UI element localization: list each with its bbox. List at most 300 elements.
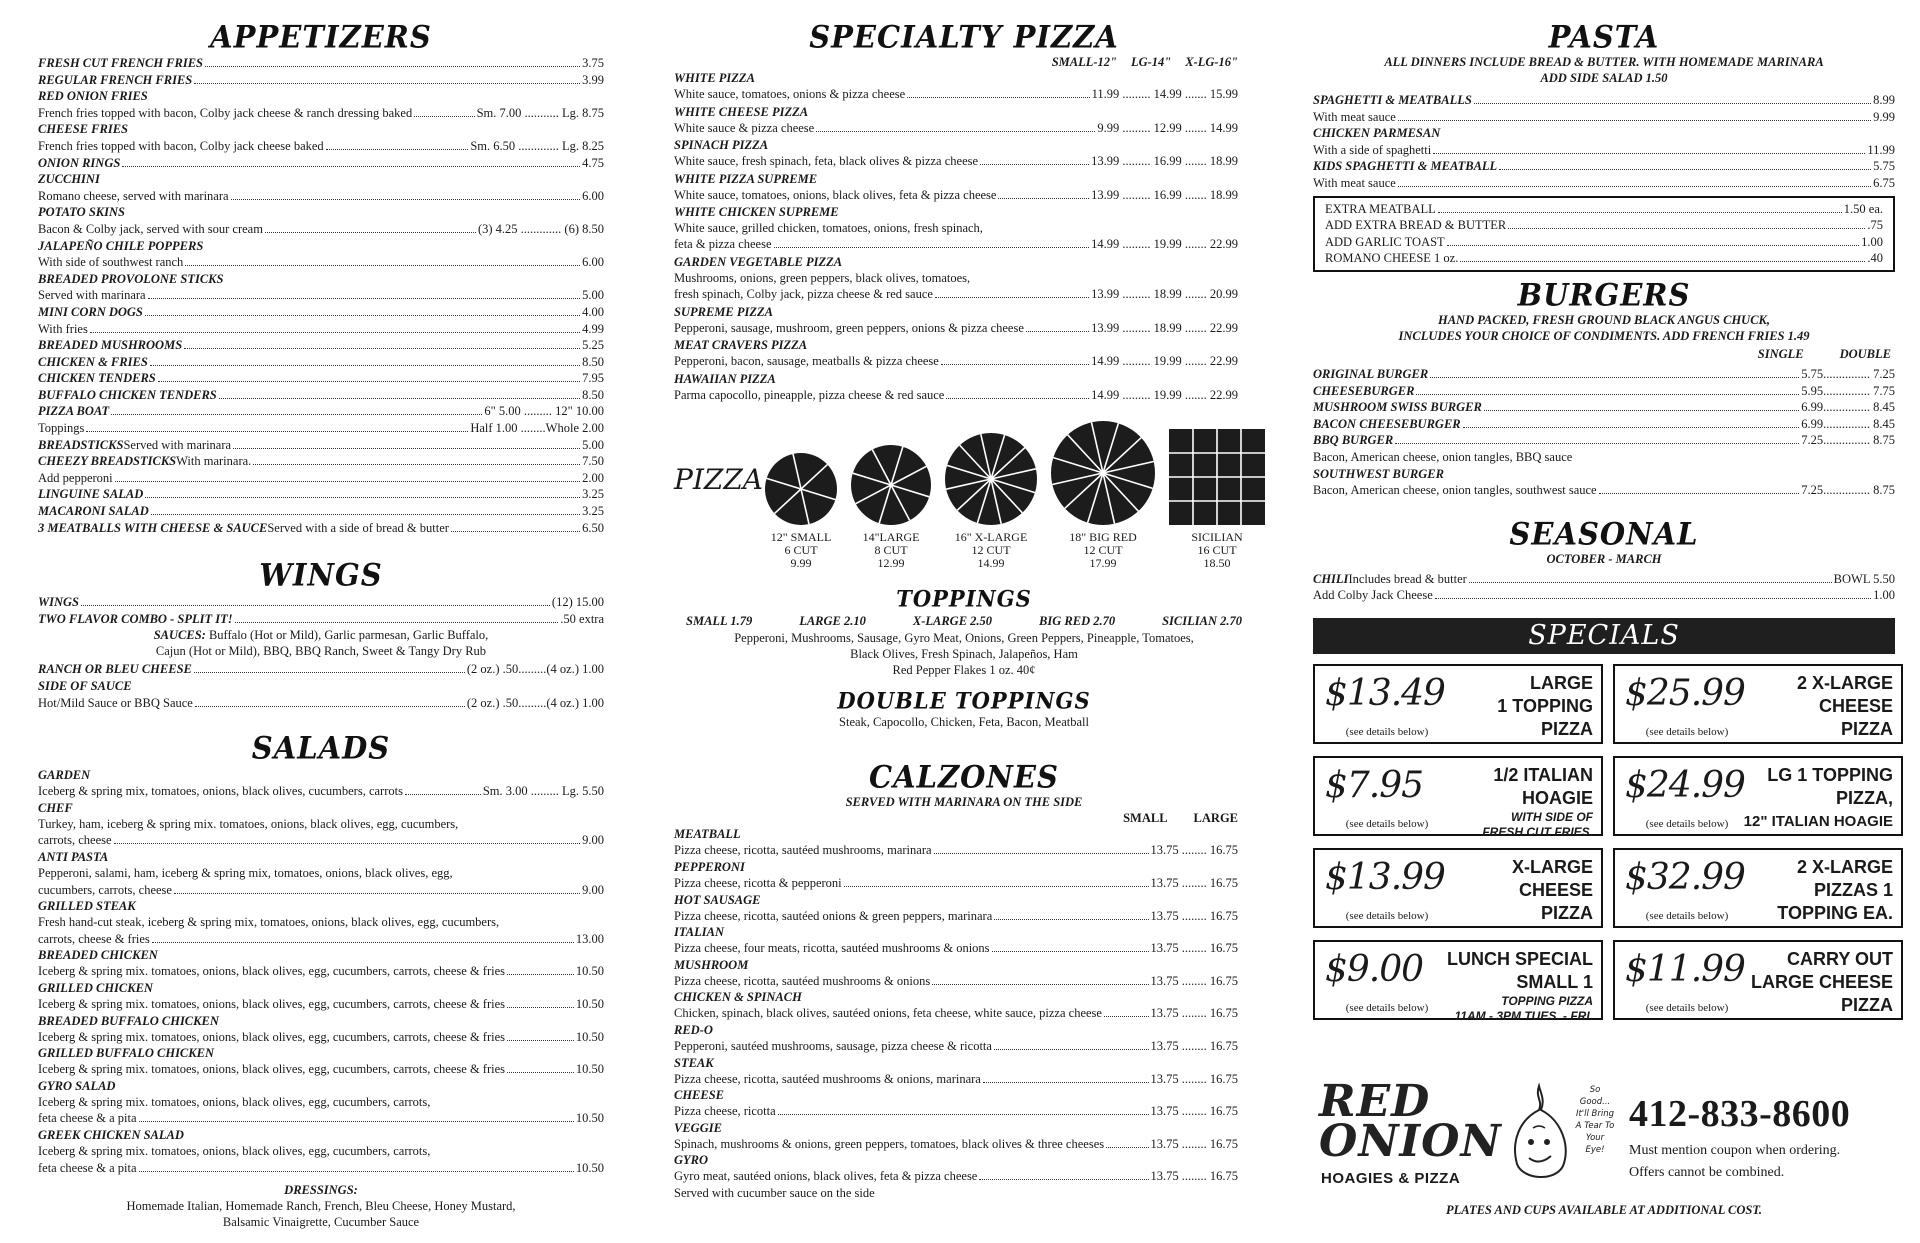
appetizer-item xyxy=(38,72,604,89)
burgers-list xyxy=(1313,366,1895,499)
specialty-pizza-prices: 14.99 ......... 19.99 ....... 22.99 xyxy=(1091,387,1238,402)
calzone-prices: 13.75 ........ 16.75 xyxy=(1150,1038,1238,1053)
appetizer-desc: Served with a side of bread & butter xyxy=(267,520,449,535)
dot-leader xyxy=(145,497,580,498)
appetizer-desc: Served with marinara xyxy=(123,437,232,452)
seasonal-item xyxy=(1313,571,1895,588)
specialty-pizza-prices: 13.99 ......... 18.99 ....... 22.99 xyxy=(1091,320,1238,335)
dot-leader xyxy=(326,149,469,150)
burger-single-header: SINGLE xyxy=(1757,346,1804,361)
pasta-addon xyxy=(1325,250,1883,267)
specialty-pizza-name: HAWAIIAN PIZZA xyxy=(674,371,776,386)
calzone-desc-line xyxy=(674,1136,1238,1153)
appetizer-price: 6.00 xyxy=(582,188,604,203)
pasta-addon-label: EXTRA MEATBALL xyxy=(1325,201,1436,216)
dot-leader xyxy=(1433,153,1865,154)
calzone-desc-line xyxy=(674,875,1238,892)
special-description xyxy=(1447,948,1593,1024)
pasta-sub-1: ALL DINNERS INCLUDE BREAD & BUTTER. WITH HOMEMADE MARINARA xyxy=(1384,55,1824,69)
toppings-line-2: Black Olives, Fresh Spinach, Jalapeños, Ham xyxy=(850,647,1078,662)
burger-price: 6.99............... 8.45 xyxy=(1801,416,1895,431)
right-column xyxy=(1313,0,1895,1217)
appetizer-name: POTATO SKINS xyxy=(38,205,125,220)
dressings-line-2: Balsamic Vinaigrette, Cucumber Sauce xyxy=(222,1215,420,1230)
pizza-size-price: 17.99 xyxy=(1089,556,1117,571)
burgers-sub-2: INCLUDES YOUR CHOICE OF CONDIMENTS. ADD FRENCH FRIES 1.49 xyxy=(1398,328,1810,343)
specialty-pizza-desc-line xyxy=(674,320,1238,337)
appetizer-price: Half 1.00 ........Whole 2.00 xyxy=(470,421,604,436)
special-box xyxy=(1613,940,1903,1020)
appetizer-name: BUFFALO CHICKEN TENDERS xyxy=(38,387,217,402)
wing-item xyxy=(38,611,604,628)
special-details-note: (see details below) xyxy=(1645,725,1729,738)
appetizer-price: 8.50 xyxy=(582,354,604,369)
appetizer-item xyxy=(38,287,604,304)
special-price: $13.49 xyxy=(1325,672,1445,714)
pasta-item xyxy=(1313,158,1895,175)
appetizer-price: 5.00 xyxy=(582,288,604,303)
calzone-desc-line xyxy=(674,842,1238,859)
dot-leader xyxy=(934,853,1149,854)
appetizer-price: 8.50 xyxy=(582,387,604,402)
specialty-pizza-desc-line xyxy=(674,236,1238,253)
calzone-desc: Pizza cheese, ricotta, sautéed mushrooms, marinara xyxy=(674,843,932,858)
pasta-item xyxy=(1313,109,1895,126)
dot-leader xyxy=(184,348,580,349)
dot-leader xyxy=(994,919,1148,920)
appetizer-name: REGULAR FRENCH FRIES xyxy=(38,72,193,87)
salad-desc: Iceberg & spring mix. tomatoes, onions, black olives, egg, cucumbers, carrots, cheese & fries xyxy=(38,964,505,979)
topping-price: SICILIAN 2.70 xyxy=(1162,614,1242,629)
sauces-line-2: Cajun (Hot or Mild), BBQ, BBQ Ranch, Sweet & Tangy Dry Rub xyxy=(155,644,487,659)
pizza-size-label: 14"LARGE xyxy=(862,530,920,545)
topping-price: SMALL 1.79 xyxy=(686,614,753,629)
gyro-note: Served with cucumber sauce on the side xyxy=(674,1185,875,1200)
dot-leader xyxy=(980,164,1089,165)
specialty-pizza-desc-line xyxy=(674,387,1238,404)
special-line-2: PIZZAS 1 xyxy=(1813,879,1893,900)
dot-leader xyxy=(998,198,1089,199)
dot-leader xyxy=(1026,331,1089,332)
toppings-title: TOPPINGS xyxy=(896,585,1032,612)
specialty-pizza-desc: fresh spinach, Colby jack, pizza cheese & red sauce xyxy=(674,286,933,301)
appetizer-item xyxy=(38,105,604,122)
specialty-pizza-prices: 13.99 ......... 16.99 ....... 18.99 xyxy=(1091,187,1238,202)
appetizer-price: 3.25 xyxy=(582,504,604,519)
appetizer-price: 5.00 xyxy=(582,437,604,452)
special-line-2: 1 TOPPING xyxy=(1497,695,1593,716)
specialty-pizza-desc-line xyxy=(674,120,1238,137)
pizza-size-label: 12" SMALL xyxy=(770,530,832,545)
pasta-sub-2: ADD SIDE SALAD 1.50 xyxy=(1540,71,1668,85)
salad-desc-line xyxy=(38,914,604,931)
appetizer-name: LINGUINE SALAD xyxy=(38,487,144,502)
toppings-line-1: Pepperoni, Mushrooms, Sausage, Gyro Meat, Onions, Green Peppers, Pineapple, Tomatoes, xyxy=(734,631,1194,646)
appetizer-price: 6.50 xyxy=(582,520,604,535)
specialty-pizza-item xyxy=(674,337,1238,370)
specialty-pizza-prices: 13.99 ......... 18.99 ....... 20.99 xyxy=(1091,286,1238,301)
calzone-desc-line xyxy=(674,1103,1238,1120)
specialty-pizza-name: WHITE CHICKEN SUPREME xyxy=(674,205,839,220)
dot-leader xyxy=(148,298,581,299)
dot-leader xyxy=(152,942,574,943)
toppings-list xyxy=(674,630,1254,678)
dot-leader xyxy=(1435,598,1871,599)
special-line-2: PIZZA, xyxy=(1836,787,1893,808)
burger-item xyxy=(1313,449,1895,466)
middle-column xyxy=(674,0,1254,1201)
calzones-list xyxy=(674,826,1254,1185)
red-onion-logo xyxy=(1313,1076,1615,1190)
wing-item xyxy=(38,594,604,611)
pizza-size-4 xyxy=(1167,419,1267,570)
pizza-size-price: 18.50 xyxy=(1203,556,1231,571)
pasta-addon-label: ADD GARLIC TOAST xyxy=(1325,234,1445,249)
dot-leader xyxy=(195,706,465,707)
wing-side-price: (2 oz.) .50.........(4 oz.) 1.00 xyxy=(466,662,604,677)
calzone-prices: 13.75 ........ 16.75 xyxy=(1150,1071,1238,1086)
pizza-size-0 xyxy=(763,419,839,570)
specialty-pizza-prices: 14.99 ......... 19.99 ....... 22.99 xyxy=(1091,237,1238,252)
dot-leader xyxy=(778,1114,1149,1115)
specialty-pizza-item xyxy=(674,171,1238,204)
specialty-pizza-desc-line xyxy=(674,153,1238,170)
salad-desc-line xyxy=(38,882,604,899)
dot-leader xyxy=(507,974,574,975)
calzone-name: RED-O xyxy=(674,1022,713,1037)
appetizer-item xyxy=(38,453,604,470)
dot-leader xyxy=(983,1082,1149,1083)
burger-name: BACON CHEESEBURGER xyxy=(1313,416,1461,431)
special-box xyxy=(1613,664,1903,744)
specialty-pizza-name: WHITE CHEESE PIZZA xyxy=(674,104,809,119)
pizza-cut-count: 6 CUT xyxy=(784,543,818,558)
wings-sides-list xyxy=(38,661,604,711)
dot-leader xyxy=(265,232,476,233)
salad-desc-line xyxy=(38,783,604,800)
dressings-line-1: Homemade Italian, Homemade Ranch, French, Bleu Cheese, Honey Mustard, xyxy=(126,1199,516,1214)
dot-leader xyxy=(507,1072,574,1073)
salad-price: 10.50 xyxy=(575,1029,604,1044)
appetizer-item xyxy=(38,321,604,338)
dot-leader xyxy=(992,951,1149,952)
appetizer-item xyxy=(38,486,604,503)
phone-number[interactable]: 412-833-8600 xyxy=(1629,1093,1851,1135)
burger-item xyxy=(1313,383,1895,400)
specialty-pizza-list xyxy=(674,70,1254,403)
calzone-desc: Pizza cheese, ricotta & pepperoni xyxy=(674,875,842,890)
pasta-price: 6.75 xyxy=(1873,175,1895,190)
calzone-desc-line xyxy=(674,1038,1238,1055)
salad-name: GARDEN xyxy=(38,768,91,783)
calzone-name: MUSHROOM xyxy=(674,957,749,972)
pasta-name: KIDS SPAGHETTI & MEATBALL xyxy=(1313,159,1498,174)
pasta-addon xyxy=(1325,234,1883,251)
appetizer-name: FRESH CUT FRENCH FRIES xyxy=(38,56,203,70)
special-box xyxy=(1613,848,1903,928)
salad-desc-line xyxy=(38,931,604,948)
burger-price: 7.25............... 8.75 xyxy=(1801,433,1895,448)
burger-item xyxy=(1313,482,1895,499)
special-price: $25.99 xyxy=(1625,672,1745,714)
calzone-prices: 13.75 ........ 16.75 xyxy=(1150,1169,1238,1184)
calzone-prices: 13.75 ........ 16.75 xyxy=(1150,875,1238,890)
dot-leader xyxy=(1430,377,1799,378)
calzones-title: CALZONES xyxy=(869,759,1059,796)
salad-desc-line xyxy=(38,865,604,882)
appetizer-name: CHEESE FRIES xyxy=(38,122,128,137)
salad-price: 10.50 xyxy=(575,1160,604,1175)
burgers-sub-1: HAND PACKED, FRESH GROUND BLACK ANGUS CHUCK, xyxy=(1437,312,1770,327)
specialty-pizza-name: SUPREME PIZZA xyxy=(674,304,773,319)
specialty-pizza-item xyxy=(674,104,1238,137)
salad-price: 10.50 xyxy=(575,1111,604,1126)
special-line-2: LARGE CHEESE xyxy=(1750,971,1893,992)
appetizer-price: 7.95 xyxy=(582,371,604,386)
appetizer-name: BREADSTICKS xyxy=(38,437,124,452)
specialty-pizza-desc: White sauce & pizza cheese xyxy=(674,120,815,135)
calzone-name: CHEESE xyxy=(674,1088,725,1103)
specialty-pizza-desc-line xyxy=(674,286,1238,303)
round-pizza-icon xyxy=(763,419,839,527)
appetizer-name: PIZZA BOAT xyxy=(38,404,110,419)
logo-tagline: So Good... It'll Bring A Tear To Your Eye! xyxy=(1575,1085,1615,1155)
appetizer-price: 4.00 xyxy=(582,304,604,319)
specialty-pizza-prices: 9.99 ......... 12.99 ....... 14.99 xyxy=(1097,120,1238,135)
calzone-name: ITALIAN xyxy=(674,925,725,940)
wings-sauces xyxy=(38,627,604,659)
special-line-2: SMALL 1 xyxy=(1516,971,1593,992)
specialty-pizza-item xyxy=(674,137,1238,170)
specialty-pizza-item xyxy=(674,304,1238,337)
dot-leader xyxy=(774,247,1090,248)
dot-leader xyxy=(111,414,482,415)
seasonal-list xyxy=(1313,571,1895,604)
topping-price: LARGE 2.10 xyxy=(799,614,866,629)
dot-leader xyxy=(1438,212,1842,213)
appetizer-item xyxy=(38,520,604,537)
logo-red: RED xyxy=(1319,1076,1431,1127)
calzone-name: HOT SAUSAGE xyxy=(674,892,761,907)
special-details-note: (see details below) xyxy=(1345,909,1429,922)
specials-grid xyxy=(1313,664,1895,1023)
pizza-cut-count: 12 CUT xyxy=(971,543,1011,558)
wing-price: (12) 15.00 xyxy=(551,595,604,610)
dot-leader xyxy=(994,1049,1149,1050)
calzone-prices: 13.75 ........ 16.75 xyxy=(1150,908,1238,923)
pizza-size-price: 12.99 xyxy=(877,556,905,571)
dot-leader xyxy=(139,1121,574,1122)
appetizer-item xyxy=(38,254,604,271)
dot-leader xyxy=(816,131,1095,132)
calzone-name: MEATBALL xyxy=(674,827,741,842)
salad-name: GRILLED CHICKEN xyxy=(38,980,153,995)
pasta-addons-box xyxy=(1313,196,1895,272)
dot-leader xyxy=(122,166,580,167)
dot-leader xyxy=(86,431,468,432)
calzone-desc-line xyxy=(674,1168,1238,1185)
appetizer-item xyxy=(38,503,604,520)
pizza-size-2 xyxy=(943,419,1039,570)
wing-side-price: (2 oz.) .50.........(4 oz.) 1.00 xyxy=(466,695,604,710)
coupon-notes xyxy=(1629,1140,1840,1184)
size-small: SMALL-12" xyxy=(1051,55,1117,69)
dot-leader xyxy=(1398,120,1871,121)
special-price: $24.99 xyxy=(1625,764,1745,806)
salad-desc-line xyxy=(38,1160,604,1177)
appetizer-desc: With marinara. xyxy=(176,454,252,469)
calzones-subtitle: SERVED WITH MARINARA ON THE SIDE xyxy=(845,795,1083,810)
burger-item xyxy=(1313,466,1895,483)
burger-price: 5.95............... 7.75 xyxy=(1801,383,1895,398)
burger-double-header: DOUBLE xyxy=(1839,346,1891,361)
appetizer-price: 6.00 xyxy=(582,255,604,270)
salad-desc: cucumbers, carrots, cheese xyxy=(38,882,172,897)
pasta-name: CHICKEN PARMESAN xyxy=(1313,126,1441,141)
special-box xyxy=(1313,848,1603,928)
special-price: $32.99 xyxy=(1625,856,1745,898)
special-line-3: 12" ITALIAN HOAGIE xyxy=(1743,812,1893,830)
salad-price: 10.50 xyxy=(575,964,604,979)
special-line-1: 2 X-LARGE xyxy=(1796,672,1893,693)
seasonal-name: CHILI xyxy=(1313,571,1349,586)
appetizers-title: APPETIZERS xyxy=(210,19,432,55)
wing-name: WINGS xyxy=(38,595,79,610)
dot-leader xyxy=(81,605,550,606)
salad-desc: Iceberg & spring mix. tomatoes, onions, black olives, egg, cucumbers, carrots, cheese & fries xyxy=(38,1062,505,1077)
specialty-pizza-desc-line xyxy=(674,187,1238,204)
salad-price: 13.00 xyxy=(575,931,604,946)
dot-leader xyxy=(1104,1016,1149,1017)
specialty-pizza-desc: Parma capocollo, pineapple, pizza cheese & red sauce xyxy=(674,387,945,402)
dot-leader xyxy=(145,315,580,316)
size-xlarge: X-LG-16" xyxy=(1185,55,1238,69)
calzone-prices: 13.75 ........ 16.75 xyxy=(1150,973,1238,988)
appetizer-item xyxy=(38,420,604,437)
pizza-size-label: 18" BIG RED xyxy=(1069,530,1137,545)
dot-leader xyxy=(174,893,580,894)
salad-desc: carrots, cheese xyxy=(38,833,112,848)
special-description xyxy=(1497,672,1593,741)
dot-leader xyxy=(233,448,580,449)
salads-list xyxy=(38,767,604,1176)
pasta-addon-label: ROMANO CHEESE 1 oz. xyxy=(1325,251,1459,266)
salad-name: BREADED BUFFALO CHICKEN xyxy=(38,1013,219,1028)
pasta-price: 9.99 xyxy=(1873,109,1895,124)
specials-title: SPECIALS xyxy=(1313,618,1895,654)
pizza-size-price: 9.99 xyxy=(790,556,812,571)
salad-desc: Iceberg & spring mix, tomatoes, onions, black olives, cucumbers, carrots xyxy=(38,784,403,799)
pizza-label: PIZZA xyxy=(674,463,764,497)
pasta-price: 5.75 xyxy=(1873,159,1895,174)
special-line-3: PIZZA xyxy=(1541,718,1593,739)
dot-leader xyxy=(1463,427,1800,428)
special-details-note: (see details below) xyxy=(1645,817,1729,830)
dot-leader xyxy=(205,66,580,67)
specialty-pizza-desc: Pepperoni, sausage, mushroom, green peppers, onions & pizza cheese xyxy=(674,320,1024,335)
calzone-name: PEPPERONI xyxy=(674,859,745,874)
specialty-pizza-desc: White sauce, tomatoes, onions & pizza cheese xyxy=(674,87,906,101)
seasonal-title: SEASONAL xyxy=(1509,515,1699,552)
special-line-3: TOPPING PIZZA xyxy=(1501,993,1593,1008)
salad-desc-line xyxy=(38,963,604,980)
pasta-addon-price: 1.50 ea. xyxy=(1843,201,1883,216)
burger-item xyxy=(1313,399,1895,416)
special-line-3: PIZZA xyxy=(1841,994,1893,1015)
appetizer-item xyxy=(38,387,604,404)
appetizer-name: BREADED PROVOLONE STICKS xyxy=(38,271,224,286)
appetizer-price: 5.25 xyxy=(582,338,604,353)
appetizer-desc: Add pepperoni xyxy=(38,470,113,485)
appetizer-item xyxy=(38,221,604,238)
dot-leader xyxy=(139,1171,574,1172)
calzone-desc-line xyxy=(674,940,1238,957)
appetizer-name: ONION RINGS xyxy=(38,155,121,170)
special-price: $13.99 xyxy=(1325,856,1445,898)
dot-leader xyxy=(158,381,580,382)
topping-prices xyxy=(674,612,1254,630)
appetizer-price: 2.00 xyxy=(582,470,604,485)
appetizer-name: JALAPEÑO CHILE POPPERS xyxy=(38,238,204,253)
seasonal-desc: Add Colby Jack Cheese xyxy=(1313,588,1433,603)
appetizer-name: CHICKEN & FRIES xyxy=(38,354,148,369)
calzone-name: STEAK xyxy=(674,1055,714,1070)
burger-desc: Bacon, American cheese, onion tangles, southwest sauce xyxy=(1313,483,1597,498)
appetizer-name: BREADED MUSHROOMS xyxy=(38,338,183,353)
wings-list xyxy=(38,594,604,627)
burger-name: ORIGINAL BURGER xyxy=(1313,366,1429,381)
salad-name: GRILLED BUFFALO CHICKEN xyxy=(38,1046,214,1061)
appetizer-price: 3.99 xyxy=(582,72,604,87)
specialty-pizza-desc: White sauce, tomatoes, onions, black olives, feta & pizza cheese xyxy=(674,187,997,202)
salad-desc-line xyxy=(38,1029,604,1046)
special-box xyxy=(1613,756,1903,836)
onion-mascot-icon xyxy=(1499,1080,1579,1190)
salad-desc: feta cheese & a pita xyxy=(38,1111,137,1126)
appetizer-item xyxy=(38,204,604,221)
burger-size-header xyxy=(1313,346,1895,362)
special-description xyxy=(1751,948,1893,1017)
calzone-size-small: SMALL xyxy=(1123,811,1168,826)
round-pizza-icon xyxy=(1049,419,1157,527)
salad-name: CHEF xyxy=(38,800,73,815)
calzone-name: CHICKEN & SPINACH xyxy=(674,990,802,1005)
specialty-pizza-desc-line xyxy=(674,353,1238,370)
dot-leader xyxy=(405,794,481,795)
calzone-name: VEGGIE xyxy=(674,1120,722,1135)
special-box xyxy=(1313,940,1603,1023)
salad-desc-line xyxy=(38,1061,604,1078)
appetizer-item xyxy=(38,88,604,105)
dot-leader xyxy=(1447,245,1859,246)
dot-leader xyxy=(844,886,1149,887)
dot-leader xyxy=(979,1179,1148,1180)
appetizer-price: Sm. 6.50 ............. Lg. 8.25 xyxy=(470,138,604,153)
appetizer-price: Sm. 7.00 ........... Lg. 8.75 xyxy=(476,105,604,120)
appetizer-desc: Toppings xyxy=(38,421,85,436)
appetizer-price: (3) 4.25 ............. (6) 8.50 xyxy=(477,221,604,236)
pasta-title: PASTA xyxy=(1548,19,1660,55)
appetizer-item xyxy=(38,238,604,255)
special-line-1: 2 X-LARGE xyxy=(1796,856,1893,877)
appetizer-item xyxy=(38,403,604,420)
dot-leader xyxy=(253,464,580,465)
specialty-pizza-name: WHITE PIZZA SUPREME xyxy=(674,171,818,186)
burger-name: SOUTHWEST BURGER xyxy=(1313,466,1444,481)
calzone-desc: Pizza cheese, four meats, ricotta, sautéed mushrooms & onions xyxy=(674,941,990,956)
appetizer-name: 3 MEATBALLS WITH CHEESE & SAUCE xyxy=(38,520,268,535)
dot-leader xyxy=(1398,186,1871,187)
